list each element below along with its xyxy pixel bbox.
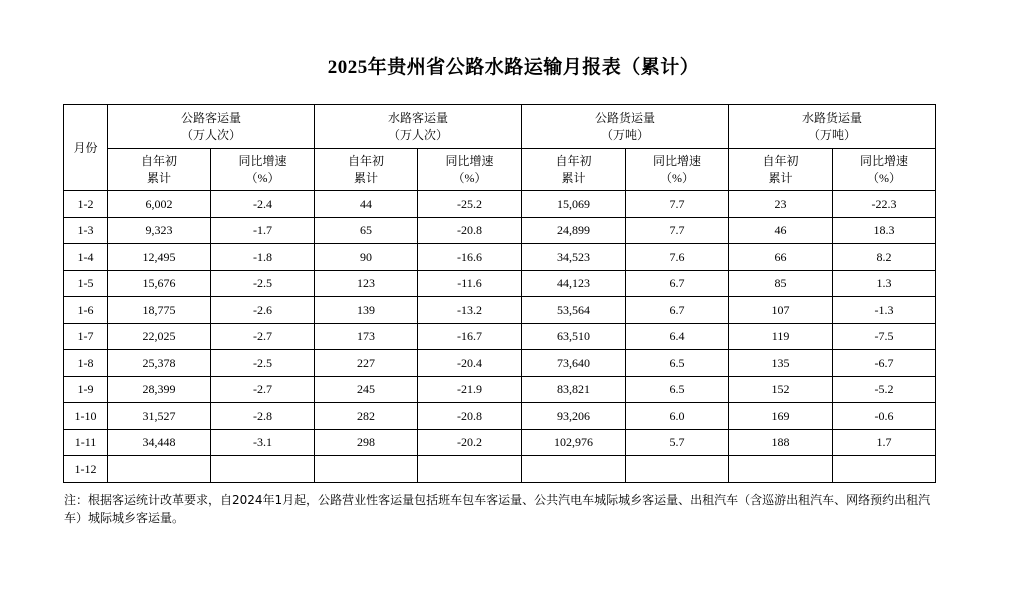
value-cell [211,456,315,483]
sub-header-line: 自年初 [140,153,177,168]
value-cell: 6.7 [626,297,729,324]
month-cell: 1-7 [64,323,108,350]
sub-header-line: （%） [660,170,695,185]
value-cell: 245 [315,376,418,403]
value-cell: 53,564 [522,297,626,324]
value-cell: 188 [729,429,833,456]
value-cell: 25,378 [108,350,211,377]
value-cell: 73,640 [522,350,626,377]
value-cell: 63,510 [522,323,626,350]
sub-header-yoy [418,149,522,191]
table-body [64,191,936,483]
month-cell: 1-10 [64,403,108,430]
value-cell: 107 [729,297,833,324]
table-row [64,323,936,350]
value-cell: -3.1 [211,429,315,456]
sub-header-row [64,149,936,191]
table-row [64,191,936,218]
sub-header-line: 累计 [768,170,793,185]
value-cell: 28,399 [108,376,211,403]
value-cell: -2.7 [211,376,315,403]
group-unit: （万吨） [808,127,857,142]
value-cell: 6,002 [108,191,211,218]
value-cell: 65 [315,217,418,244]
value-cell [522,456,626,483]
sub-header-cumulative [729,149,833,191]
sub-header-line: （%） [867,170,902,185]
value-cell: -16.7 [418,323,522,350]
value-cell: 6.7 [626,270,729,297]
value-cell: -21.9 [418,376,522,403]
sub-header-line: 同比增速 [653,153,702,168]
report-title: 2025年贵州省公路水路运输月报表（累计） [327,57,700,78]
value-cell: -2.7 [211,323,315,350]
value-cell: 44,123 [522,270,626,297]
sub-header-yoy [833,149,936,191]
table-row [64,456,936,483]
value-cell: 83,821 [522,376,626,403]
month-cell: 1-8 [64,350,108,377]
value-cell: 298 [315,429,418,456]
value-cell: 282 [315,403,418,430]
value-cell: 66 [729,244,833,271]
value-cell [418,456,522,483]
group-name: 水路客运量 [388,110,449,125]
value-cell: 18,775 [108,297,211,324]
value-cell: 34,523 [522,244,626,271]
value-cell: 6.4 [626,323,729,350]
group-unit: （万吨） [601,127,650,142]
value-cell: 6.0 [626,403,729,430]
month-cell: 1-4 [64,244,108,271]
group-header-road-freight [522,105,729,149]
table-row [64,217,936,244]
sub-header-line: 同比增速 [445,153,494,168]
sub-header-line: 累计 [146,170,171,185]
table-row [64,270,936,297]
value-cell: 135 [729,350,833,377]
table-row [64,350,936,377]
group-header-road-passenger [108,105,315,149]
value-cell [108,456,211,483]
sub-header-line: 累计 [354,170,379,185]
value-cell: -13.2 [418,297,522,324]
sub-header-line: （%） [452,170,487,185]
month-cell: 1-2 [64,191,108,218]
value-cell: 7.6 [626,244,729,271]
group-header-water-passenger [315,105,522,149]
value-cell: 102,976 [522,429,626,456]
value-cell [729,456,833,483]
value-cell [833,456,936,483]
value-cell: 123 [315,270,418,297]
month-cell: 1-5 [64,270,108,297]
sub-header-line: （%） [245,170,280,185]
value-cell: 227 [315,350,418,377]
group-name: 公路货运量 [595,110,656,125]
month-cell: 1-11 [64,429,108,456]
value-cell: 1.7 [833,429,936,456]
month-cell: 1-9 [64,376,108,403]
value-cell: -2.5 [211,350,315,377]
value-cell: -2.6 [211,297,315,324]
value-cell: -16.6 [418,244,522,271]
value-cell: -20.4 [418,350,522,377]
value-cell: -20.8 [418,217,522,244]
value-cell: -25.2 [418,191,522,218]
value-cell: 44 [315,191,418,218]
value-cell: 15,676 [108,270,211,297]
value-cell: -2.5 [211,270,315,297]
table-row [64,244,936,271]
value-cell: -2.8 [211,403,315,430]
value-cell: 18.3 [833,217,936,244]
value-cell: -2.4 [211,191,315,218]
value-cell: -1.3 [833,297,936,324]
value-cell: 6.5 [626,376,729,403]
value-cell: -6.7 [833,350,936,377]
monthly-report-table [63,104,936,483]
value-cell: 24,899 [522,217,626,244]
group-name: 水路货运量 [802,110,863,125]
value-cell: 152 [729,376,833,403]
value-cell: 173 [315,323,418,350]
value-cell: 7.7 [626,217,729,244]
value-cell: -1.8 [211,244,315,271]
value-cell: -1.7 [211,217,315,244]
footnote: 注：根据客运统计改革要求，自2024年1月起，公路营业性客运量包括班车包车客运量、公共汽电车城际城乡客运量、出租汽车（含巡游出租汽车、网络预约出租汽车）城际城乡客运量。 [64,493,931,525]
value-cell: 9,323 [108,217,211,244]
value-cell: 23 [729,191,833,218]
value-cell: 6.5 [626,350,729,377]
table-row [64,297,936,324]
month-cell: 1-6 [64,297,108,324]
sub-header-cumulative [315,149,418,191]
value-cell: 8.2 [833,244,936,271]
value-cell: 93,206 [522,403,626,430]
value-cell: -0.6 [833,403,936,430]
value-cell: 46 [729,217,833,244]
sub-header-line: 同比增速 [238,153,287,168]
sub-header-line: 自年初 [762,153,799,168]
value-cell: -20.8 [418,403,522,430]
sub-header-yoy [211,149,315,191]
value-cell: 85 [729,270,833,297]
value-cell: -7.5 [833,323,936,350]
value-cell: 22,025 [108,323,211,350]
value-cell: 139 [315,297,418,324]
value-cell: 34,448 [108,429,211,456]
value-cell: -22.3 [833,191,936,218]
value-cell: 90 [315,244,418,271]
sub-header-line: 自年初 [555,153,592,168]
table-row [64,429,936,456]
group-unit: （万人次） [181,127,242,142]
value-cell: 15,069 [522,191,626,218]
month-cell: 1-3 [64,217,108,244]
value-cell: -11.6 [418,270,522,297]
sub-header-line: 自年初 [348,153,385,168]
value-cell: 12,495 [108,244,211,271]
value-cell: 1.3 [833,270,936,297]
group-name: 公路客运量 [181,110,242,125]
sub-header-cumulative [522,149,626,191]
value-cell: 119 [729,323,833,350]
value-cell [626,456,729,483]
sub-header-line: 累计 [561,170,586,185]
group-unit: （万人次） [388,127,449,142]
value-cell: -5.2 [833,376,936,403]
month-header: 月份 [64,105,108,191]
value-cell: 31,527 [108,403,211,430]
sub-header-yoy [626,149,729,191]
value-cell: 5.7 [626,429,729,456]
sub-header-cumulative [108,149,211,191]
group-header-water-freight [729,105,936,149]
table-row [64,403,936,430]
month-cell: 1-12 [64,456,108,483]
value-cell: 7.7 [626,191,729,218]
value-cell: 169 [729,403,833,430]
table-row [64,376,936,403]
value-cell: -20.2 [418,429,522,456]
value-cell [315,456,418,483]
sub-header-line: 同比增速 [860,153,909,168]
